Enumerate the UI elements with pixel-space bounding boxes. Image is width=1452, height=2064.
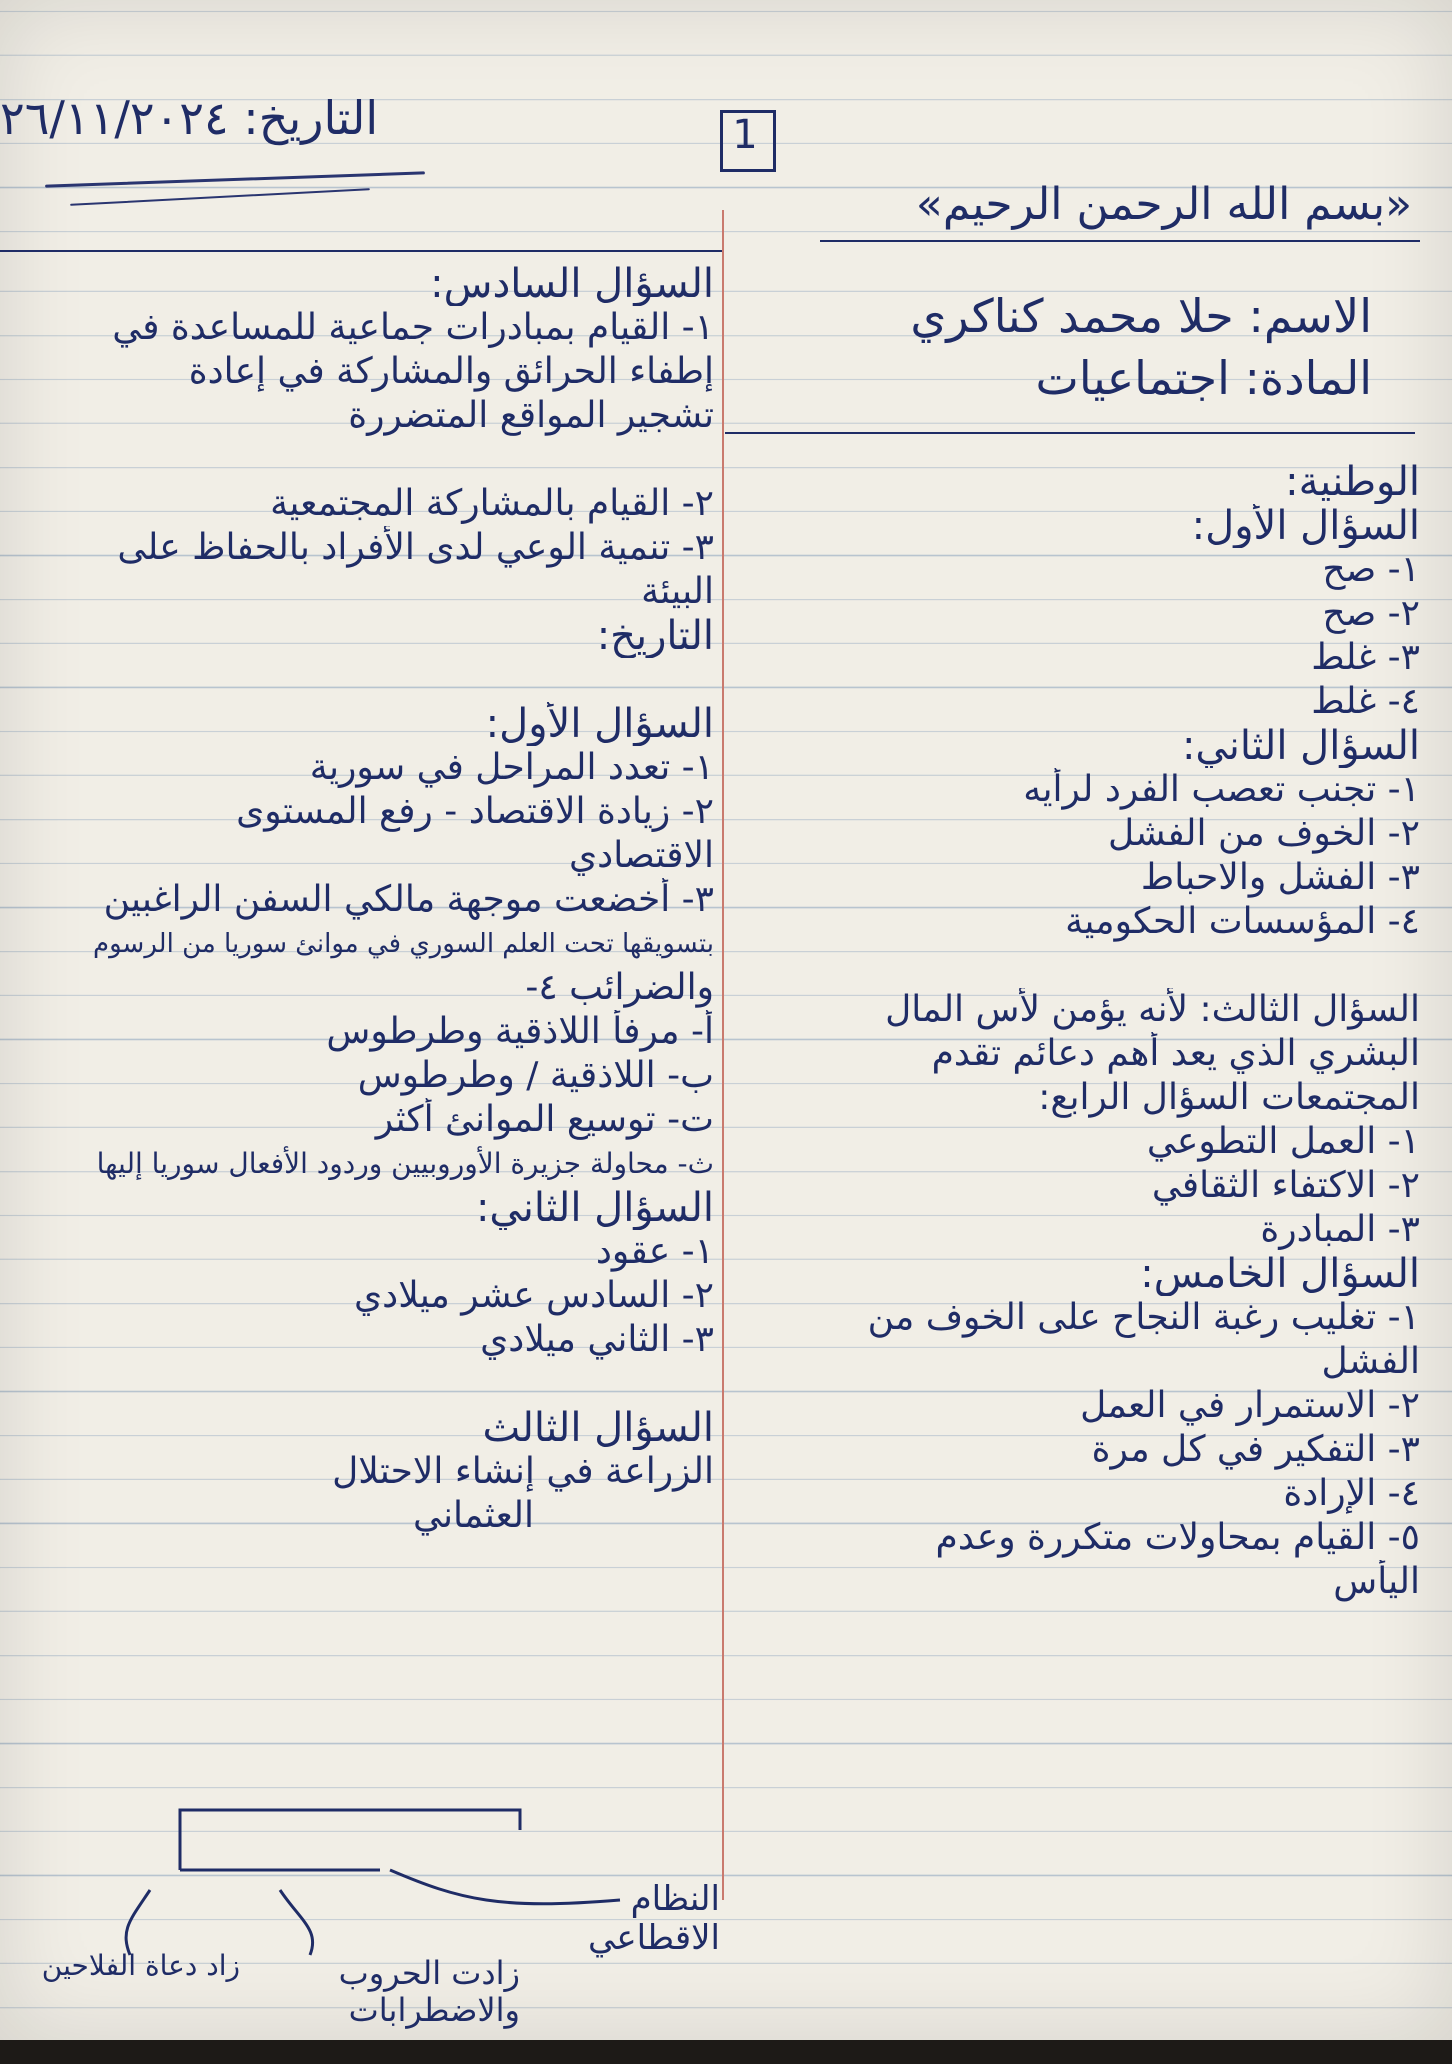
answer-line: ٤- الإرادة (1283, 1473, 1420, 1514)
answer-line: ٢- السادس عشر ميلادي (354, 1275, 714, 1316)
answer-line: ٢- القيام بالمشاركة المجتمعية (270, 483, 714, 524)
left-column (14, 262, 714, 1538)
answer-line: بتسويقها تحت العلم السوري في موانئ سوريا من الرسوم (93, 929, 714, 959)
subject: المادة: اجتماعيات (1035, 351, 1372, 405)
diagram-node-right: النظام الاقطاعي (588, 1879, 720, 1959)
answer-line: ٢- الاكتفاء الثقافي (1151, 1165, 1420, 1206)
divider (820, 240, 1420, 242)
date: التاريخ: ٢٦/١١/٢٠٢٤ (0, 91, 379, 145)
page-number: 1 (732, 112, 758, 158)
answer-line: ٣- غلط (1311, 637, 1420, 678)
answer-line (14, 1362, 714, 1406)
question-heading: السؤال الخامس: (1140, 1252, 1420, 1296)
answer-line: ٢- صح (1322, 593, 1420, 634)
student-name: الاسم: حلا محمد كناكري (910, 289, 1372, 343)
answer-line: ١- تعدد المراحل في سورية (309, 747, 714, 788)
answer-line: الاقتصادي (568, 835, 714, 876)
answer-line: ٣- المبادرة (1260, 1209, 1420, 1250)
answer-line: ٤- غلط (1311, 681, 1420, 722)
section-heading: الوطنية: (1285, 460, 1420, 504)
answer-line: ث- محاولة جزيرة الأوروبيين وردود الأفعال سوريا إليها (96, 1147, 714, 1180)
answer-line: العثماني (412, 1495, 534, 1536)
question-heading: السؤال الأول: (485, 702, 714, 746)
answer-line: ١- تجنب تعصب الفرد لرأيه (1023, 769, 1420, 810)
question-heading: السؤال الثالث (482, 1406, 714, 1450)
divider (0, 250, 722, 252)
answer-line (740, 944, 1420, 988)
margin-line (722, 210, 724, 1900)
answer-line: ٤- المؤسسات الحكومية (1065, 901, 1420, 942)
answer-line: أ- مرفأ اللاذقية وطرطوس (326, 1011, 714, 1052)
right-column (740, 460, 1420, 1604)
answer-line: البيئة (641, 571, 714, 612)
diagram-node-left: زاد دعاة الفلاحين (41, 1949, 240, 1982)
answer-line: الزراعة في إنشاء الاحتلال (332, 1451, 714, 1492)
answer-line (14, 658, 714, 702)
answer-line: الفشل (1321, 1341, 1420, 1382)
question-heading: السؤال الثاني: (475, 1186, 714, 1230)
question-heading: السؤال السادس: (430, 262, 714, 306)
diagram-node-middle: زادت الحروب والاضطرابات (338, 1954, 520, 2029)
answer-line: إطفاء الحرائق والمشاركة في إعادة (188, 351, 714, 392)
answer-line: ٢- الخوف من الفشل (1107, 813, 1420, 854)
answer-line: ب- اللاذقية / وطرطوس (357, 1055, 714, 1096)
answer-line: البشري الذي يعد أهم دعائم تقدم (931, 1033, 1420, 1074)
answer-line: ٢- الاستمرار في العمل (1080, 1385, 1420, 1426)
answer-line: والضرائب ٤- (525, 967, 714, 1008)
answer-line: ١- صح (1322, 549, 1420, 590)
answer-line: ١- العمل التطوعي (1146, 1121, 1420, 1162)
question-heading: السؤال الأول: (1191, 504, 1420, 548)
answer-line: تشجير المواقع المتضررة (348, 395, 714, 436)
section-heading: التاريخ: (596, 614, 714, 658)
basmala: «بسم الله الرحمن الرحيم» (915, 179, 1412, 230)
answer-line: المجتمعات السؤال الرابع: (1038, 1077, 1420, 1118)
answer-line: ٣- تنمية الوعي لدى الأفراد بالحفاظ على (117, 527, 714, 568)
answer-line: السؤال الثالث: لأنه يؤمن لأس المال (885, 989, 1420, 1030)
answer-line: ٣- الثاني ميلادي (480, 1319, 714, 1360)
answer-line: اليأس (1333, 1561, 1420, 1602)
answer-line: ت- توسيع الموانئ أكثر (375, 1099, 714, 1140)
answer-line: ٣- التفكير في كل مرة (1091, 1429, 1420, 1470)
answer-line: ١- تغليب رغبة النجاح على الخوف من (867, 1297, 1420, 1338)
answer-line: ٣- أخضعت موجهة مالكي السفن الراغبين (103, 879, 714, 920)
answer-line (14, 438, 714, 482)
answer-line: ١- القيام بمبادرات جماعية للمساعدة في (112, 307, 714, 348)
answer-line: ٥- القيام بمحاولات متكررة وعدم (935, 1517, 1420, 1558)
answer-line: ١- عقود (595, 1231, 714, 1272)
answer-line: ٣- الفشل والاحباط (1140, 857, 1420, 898)
divider (725, 432, 1415, 434)
answer-line: ٢- زيادة الاقتصاد - رفع المستوى (236, 791, 714, 832)
question-heading: السؤال الثاني: (1181, 724, 1420, 768)
